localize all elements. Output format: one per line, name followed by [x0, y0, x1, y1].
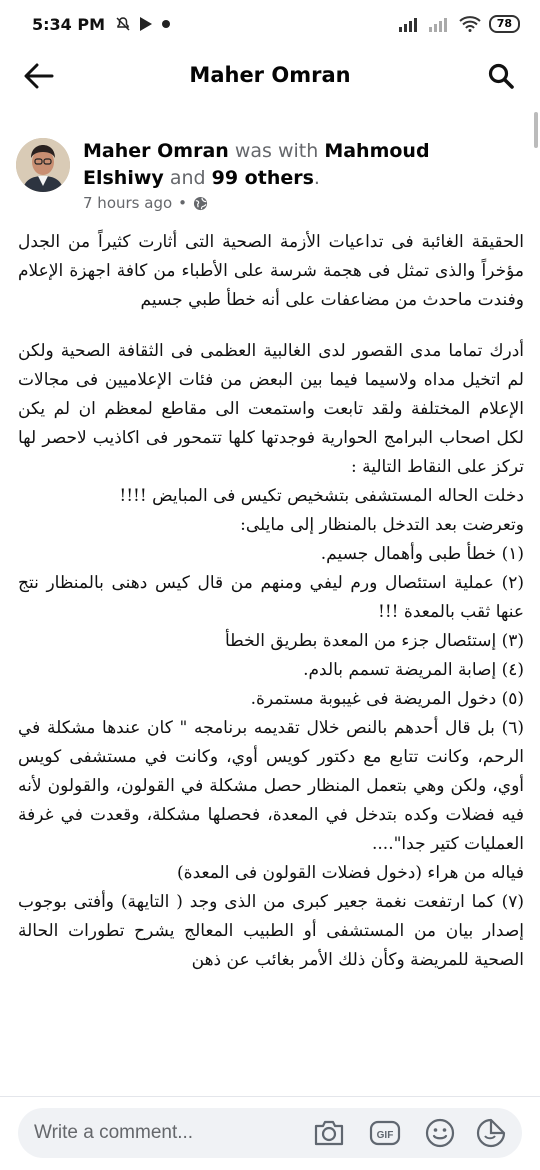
- post-paragraph: أدرك تماما مدى القصور لدى الغالبية العظمى فى الثقافة الصحية ولكن لم اتخيل مداه ولاسيما فيما بين البعض من فئات الإعلاميين فى مجالات الإعلام المختلفة ولقد تابعت واستمعت الى مقاطع لمعظم ان لم يكن لكل اصحاب البرامج الحوارية فوجدتها كلها تتمحور فى اكاذيب لاحصر لها تركز على النقاط التالية :: [18, 341, 524, 477]
- scrollbar[interactable]: [534, 112, 538, 148]
- author-name[interactable]: Maher Omran: [83, 140, 229, 162]
- paragraph-gap: [18, 315, 524, 337]
- post-author-line: [83, 138, 513, 192]
- meta-separator: •: [178, 194, 188, 212]
- period-text: .: [313, 167, 320, 189]
- tagged-name-2[interactable]: Elshiwy: [83, 167, 164, 189]
- post-paragraph: دخلت الحاله المستشفى بتشخيص تكيس فى المبايض !!!!: [119, 486, 524, 506]
- post-paragraph: (٦) بل قال أحدهم بالنص خلال تقديمه برنامجه " كان عندها مشكلة في الرحم، وكانت تتابع مع دكتور كويس أوي، وكانت في مستشفى كويس أوي، ولكن وهي بتعمل المنظار حصل مشكلة في القولون، والقولون لأنه فيه فضلات وكده بتدخل في المعدة، فحصلها مشكلة، وقعدت في غرفة العمليات كتير جدا"....: [18, 718, 524, 854]
- app-header: [0, 48, 540, 104]
- post-paragraphs-intro: [18, 228, 524, 315]
- gif-icon: [369, 1118, 401, 1148]
- signal-2-icon: [429, 16, 451, 32]
- search-icon: [487, 62, 515, 90]
- status-bar: [0, 0, 540, 48]
- wifi-icon: [459, 16, 481, 32]
- comment-bar: [0, 1096, 540, 1170]
- dot-icon: [161, 19, 171, 29]
- post-meta: [83, 194, 208, 212]
- camera-icon: [313, 1118, 345, 1148]
- status-system-icons: [399, 15, 520, 33]
- post-body: [18, 228, 524, 975]
- comment-input[interactable]: [34, 1121, 274, 1145]
- emoji-icon: [425, 1118, 455, 1148]
- signal-icon: [399, 16, 421, 32]
- arrow-left-icon: [24, 63, 54, 89]
- post-paragraph: الحقيقة الغائبة فى تداعيات الأزمة الصحية التى أثارت كثيراً من الجدل مؤخراً والذى تمثل فى هجمة شرسة على الأطباء من كافة اجهزة الإعلام وفندت ماحدث من مضاعفات على أنه خطأ طبي جسيم: [18, 232, 524, 310]
- post-paragraph: فياله من هراء (دخول فضلات القولون فى المعدة): [177, 863, 524, 883]
- post-timestamp[interactable]: 7 hours ago: [83, 194, 173, 212]
- post-paragraph: (٣) إستئصال جزء من المعدة بطريق الخطأ: [225, 631, 524, 651]
- status-time: 5:34 PM: [32, 14, 106, 34]
- page-title: Maher Omran: [189, 63, 351, 87]
- sticker-icon: [476, 1118, 506, 1148]
- with-text: was with: [234, 140, 319, 162]
- camera-button[interactable]: [312, 1116, 346, 1150]
- battery-indicator: 78: [489, 15, 520, 33]
- post-paragraph: (١) خطأ طبى وأهمال جسيم.: [320, 544, 524, 564]
- and-text: and: [169, 167, 206, 189]
- post-paragraph: (٤) إصابة المريضة تسمم بالدم.: [303, 660, 524, 680]
- search-button[interactable]: [484, 60, 518, 92]
- status-notification-icons: [115, 16, 171, 32]
- back-button[interactable]: [22, 60, 56, 92]
- avatar-image: [16, 138, 70, 192]
- others-link[interactable]: 99 others: [211, 167, 314, 189]
- tagged-name-1[interactable]: Mahmoud: [324, 140, 430, 162]
- post-paragraph: (٧) كما ارتفعت نغمة جعير كبرى من الذى وجد ( التايهة) وأفتى بوجوب إصدار بيان من المستشفى أو الطبيب المعالج يشرح تطورات الحالة الصحية للمريضة وكأن ذلك الأمر بغائب عن ذهن: [18, 892, 524, 970]
- sticker-button[interactable]: [474, 1116, 508, 1150]
- svg-text:GIF: GIF: [376, 1130, 394, 1141]
- post-paragraphs-main: [18, 337, 524, 975]
- globe-icon: [193, 196, 208, 211]
- avatar[interactable]: [16, 138, 70, 192]
- post-paragraph: وتعرضت بعد التدخل بالمنظار إلى مايلى:: [240, 515, 524, 535]
- emoji-button[interactable]: [423, 1116, 457, 1150]
- gif-button[interactable]: [368, 1116, 402, 1150]
- comment-box[interactable]: [18, 1108, 522, 1158]
- post-header: [16, 134, 516, 224]
- play-store-icon: [139, 16, 153, 32]
- mute-icon: [115, 16, 131, 32]
- post-paragraph: (٢) عملية استئصال ورم ليفي ومنهم من قال كيس دهنى بالمنظار نتج عنها ثقب بالمعدة !!!: [18, 573, 524, 622]
- post-paragraph: (٥) دخول المريضة فى غيبوبة مستمرة.: [250, 689, 524, 709]
